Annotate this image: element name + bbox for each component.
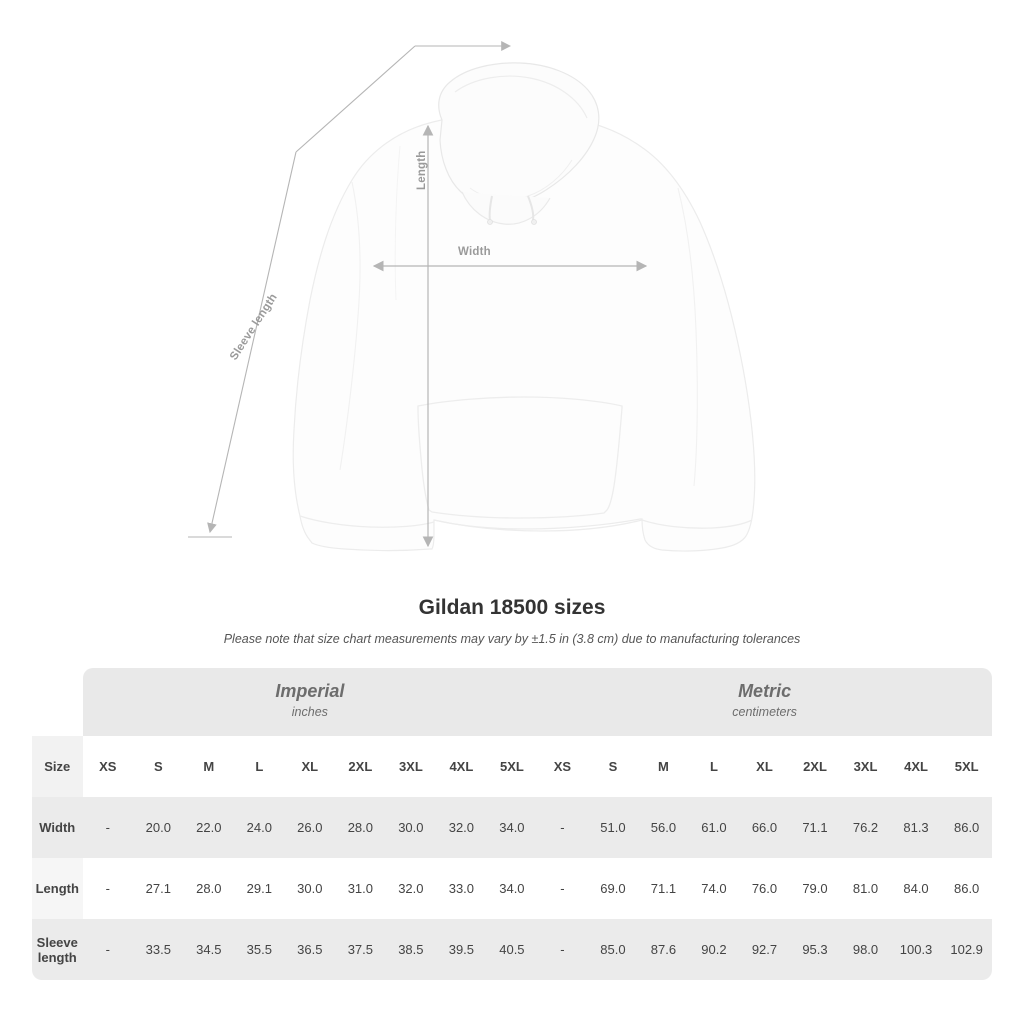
measurement-value-cell: 34.5 xyxy=(184,919,235,980)
size-column-header: 3XL xyxy=(386,736,437,797)
size-column-header: XS xyxy=(83,736,134,797)
size-chart-table xyxy=(32,668,992,980)
measurement-value-cell: 34.0 xyxy=(487,797,538,858)
measurement-value-cell: 33.0 xyxy=(436,858,487,919)
measurement-value-cell: 102.9 xyxy=(941,919,992,980)
measurement-value-cell: 34.0 xyxy=(487,858,538,919)
measurement-value-cell: 27.1 xyxy=(133,858,184,919)
measurement-value-cell: - xyxy=(537,858,588,919)
hoodie-body-shape xyxy=(293,63,755,551)
measurement-value-cell: 33.5 xyxy=(133,919,184,980)
measurement-value-cell: 74.0 xyxy=(689,858,740,919)
measurement-value-cell: 29.1 xyxy=(234,858,285,919)
size-table-wrapper xyxy=(32,668,992,980)
sleeve-length-dimension-label: Sleeve length xyxy=(228,291,280,363)
measurement-value-cell: 100.3 xyxy=(891,919,942,980)
measurement-value-cell: 28.0 xyxy=(184,858,235,919)
size-column-header: 2XL xyxy=(790,736,841,797)
measurement-row-label: Width xyxy=(32,797,83,858)
measurement-value-cell: - xyxy=(537,797,588,858)
size-column-header: 4XL xyxy=(436,736,487,797)
measurement-value-cell: 85.0 xyxy=(588,919,639,980)
measurement-row-label: Sleeve length xyxy=(32,919,83,980)
size-column-header: L xyxy=(234,736,285,797)
measurement-value-cell: 51.0 xyxy=(588,797,639,858)
measurement-value-cell: - xyxy=(83,858,134,919)
measurement-value-cell: 30.0 xyxy=(386,797,437,858)
width-dimension-label: Width xyxy=(458,246,491,258)
size-label-header: Size xyxy=(32,736,83,797)
size-column-header: XL xyxy=(285,736,336,797)
measurement-value-cell: 31.0 xyxy=(335,858,386,919)
size-column-header: M xyxy=(184,736,235,797)
measurement-value-cell: 84.0 xyxy=(891,858,942,919)
measurement-row-label: Length xyxy=(32,858,83,919)
measurement-value-cell: 40.5 xyxy=(487,919,538,980)
size-column-header: 2XL xyxy=(335,736,386,797)
unit-group-name: Metric xyxy=(738,681,792,702)
measurement-value-cell: 79.0 xyxy=(790,858,841,919)
measurement-value-cell: 32.0 xyxy=(436,797,487,858)
size-column-header: 5XL xyxy=(941,736,992,797)
measurement-value-cell: 95.3 xyxy=(790,919,841,980)
measurement-value-cell: 90.2 xyxy=(689,919,740,980)
measurement-value-cell: 66.0 xyxy=(739,797,790,858)
page-title: Gildan 18500 sizes xyxy=(418,596,606,619)
table-corner-cell xyxy=(32,668,83,736)
size-column-header: 5XL xyxy=(487,736,538,797)
unit-group-unit: centimeters xyxy=(732,704,797,719)
unit-group-name: Imperial xyxy=(275,681,345,702)
measurement-value-cell: 92.7 xyxy=(739,919,790,980)
measurement-value-cell: 86.0 xyxy=(941,797,992,858)
measurement-value-cell: 28.0 xyxy=(335,797,386,858)
measurement-value-cell: 76.2 xyxy=(840,797,891,858)
measurement-value-cell: 86.0 xyxy=(941,858,992,919)
measurement-value-cell: 56.0 xyxy=(638,797,689,858)
measurement-value-cell: 98.0 xyxy=(840,919,891,980)
measurement-value-cell: 39.5 xyxy=(436,919,487,980)
size-column-header: 3XL xyxy=(840,736,891,797)
size-column-header: 4XL xyxy=(891,736,942,797)
measurement-value-cell: 35.5 xyxy=(234,919,285,980)
size-column-header: XL xyxy=(739,736,790,797)
measurement-value-cell: 37.5 xyxy=(335,919,386,980)
measurement-value-cell: 81.0 xyxy=(840,858,891,919)
size-column-header: L xyxy=(689,736,740,797)
measurement-value-cell: 76.0 xyxy=(739,858,790,919)
measurement-value-cell: 36.5 xyxy=(285,919,336,980)
size-column-header: S xyxy=(588,736,639,797)
size-column-header: M xyxy=(638,736,689,797)
measurement-value-cell: 26.0 xyxy=(285,797,336,858)
measurement-value-cell: 24.0 xyxy=(234,797,285,858)
measurement-value-cell: 32.0 xyxy=(386,858,437,919)
measurement-value-cell: 61.0 xyxy=(689,797,740,858)
measurement-value-cell: 87.6 xyxy=(638,919,689,980)
measurement-value-cell: 71.1 xyxy=(638,858,689,919)
table-row xyxy=(32,919,992,980)
unit-group-unit: inches xyxy=(291,704,328,719)
table-row xyxy=(32,858,992,919)
size-column-header: XS xyxy=(537,736,588,797)
unit-group-header xyxy=(537,668,992,736)
measurement-value-cell: 38.5 xyxy=(386,919,437,980)
measurement-value-cell: - xyxy=(83,919,134,980)
unit-group-header xyxy=(83,668,538,736)
length-dimension-label: Length xyxy=(416,150,428,190)
title-block xyxy=(0,596,1024,646)
measurement-value-cell: 22.0 xyxy=(184,797,235,858)
measurement-value-cell: - xyxy=(537,919,588,980)
measurement-value-cell: 81.3 xyxy=(891,797,942,858)
measurement-value-cell: 30.0 xyxy=(285,858,336,919)
measurement-value-cell: 69.0 xyxy=(588,858,639,919)
measurement-value-cell: 71.1 xyxy=(790,797,841,858)
measurement-value-cell: 20.0 xyxy=(133,797,184,858)
measurement-value-cell: - xyxy=(83,797,134,858)
tolerance-note: Please note that size chart measurements may vary by ±1.5 in (3.8 cm) due to manufacturing tolerances xyxy=(223,632,801,646)
size-column-header: S xyxy=(133,736,184,797)
size-header-row xyxy=(32,736,992,797)
table-row xyxy=(32,797,992,858)
unit-header-row xyxy=(32,668,992,736)
